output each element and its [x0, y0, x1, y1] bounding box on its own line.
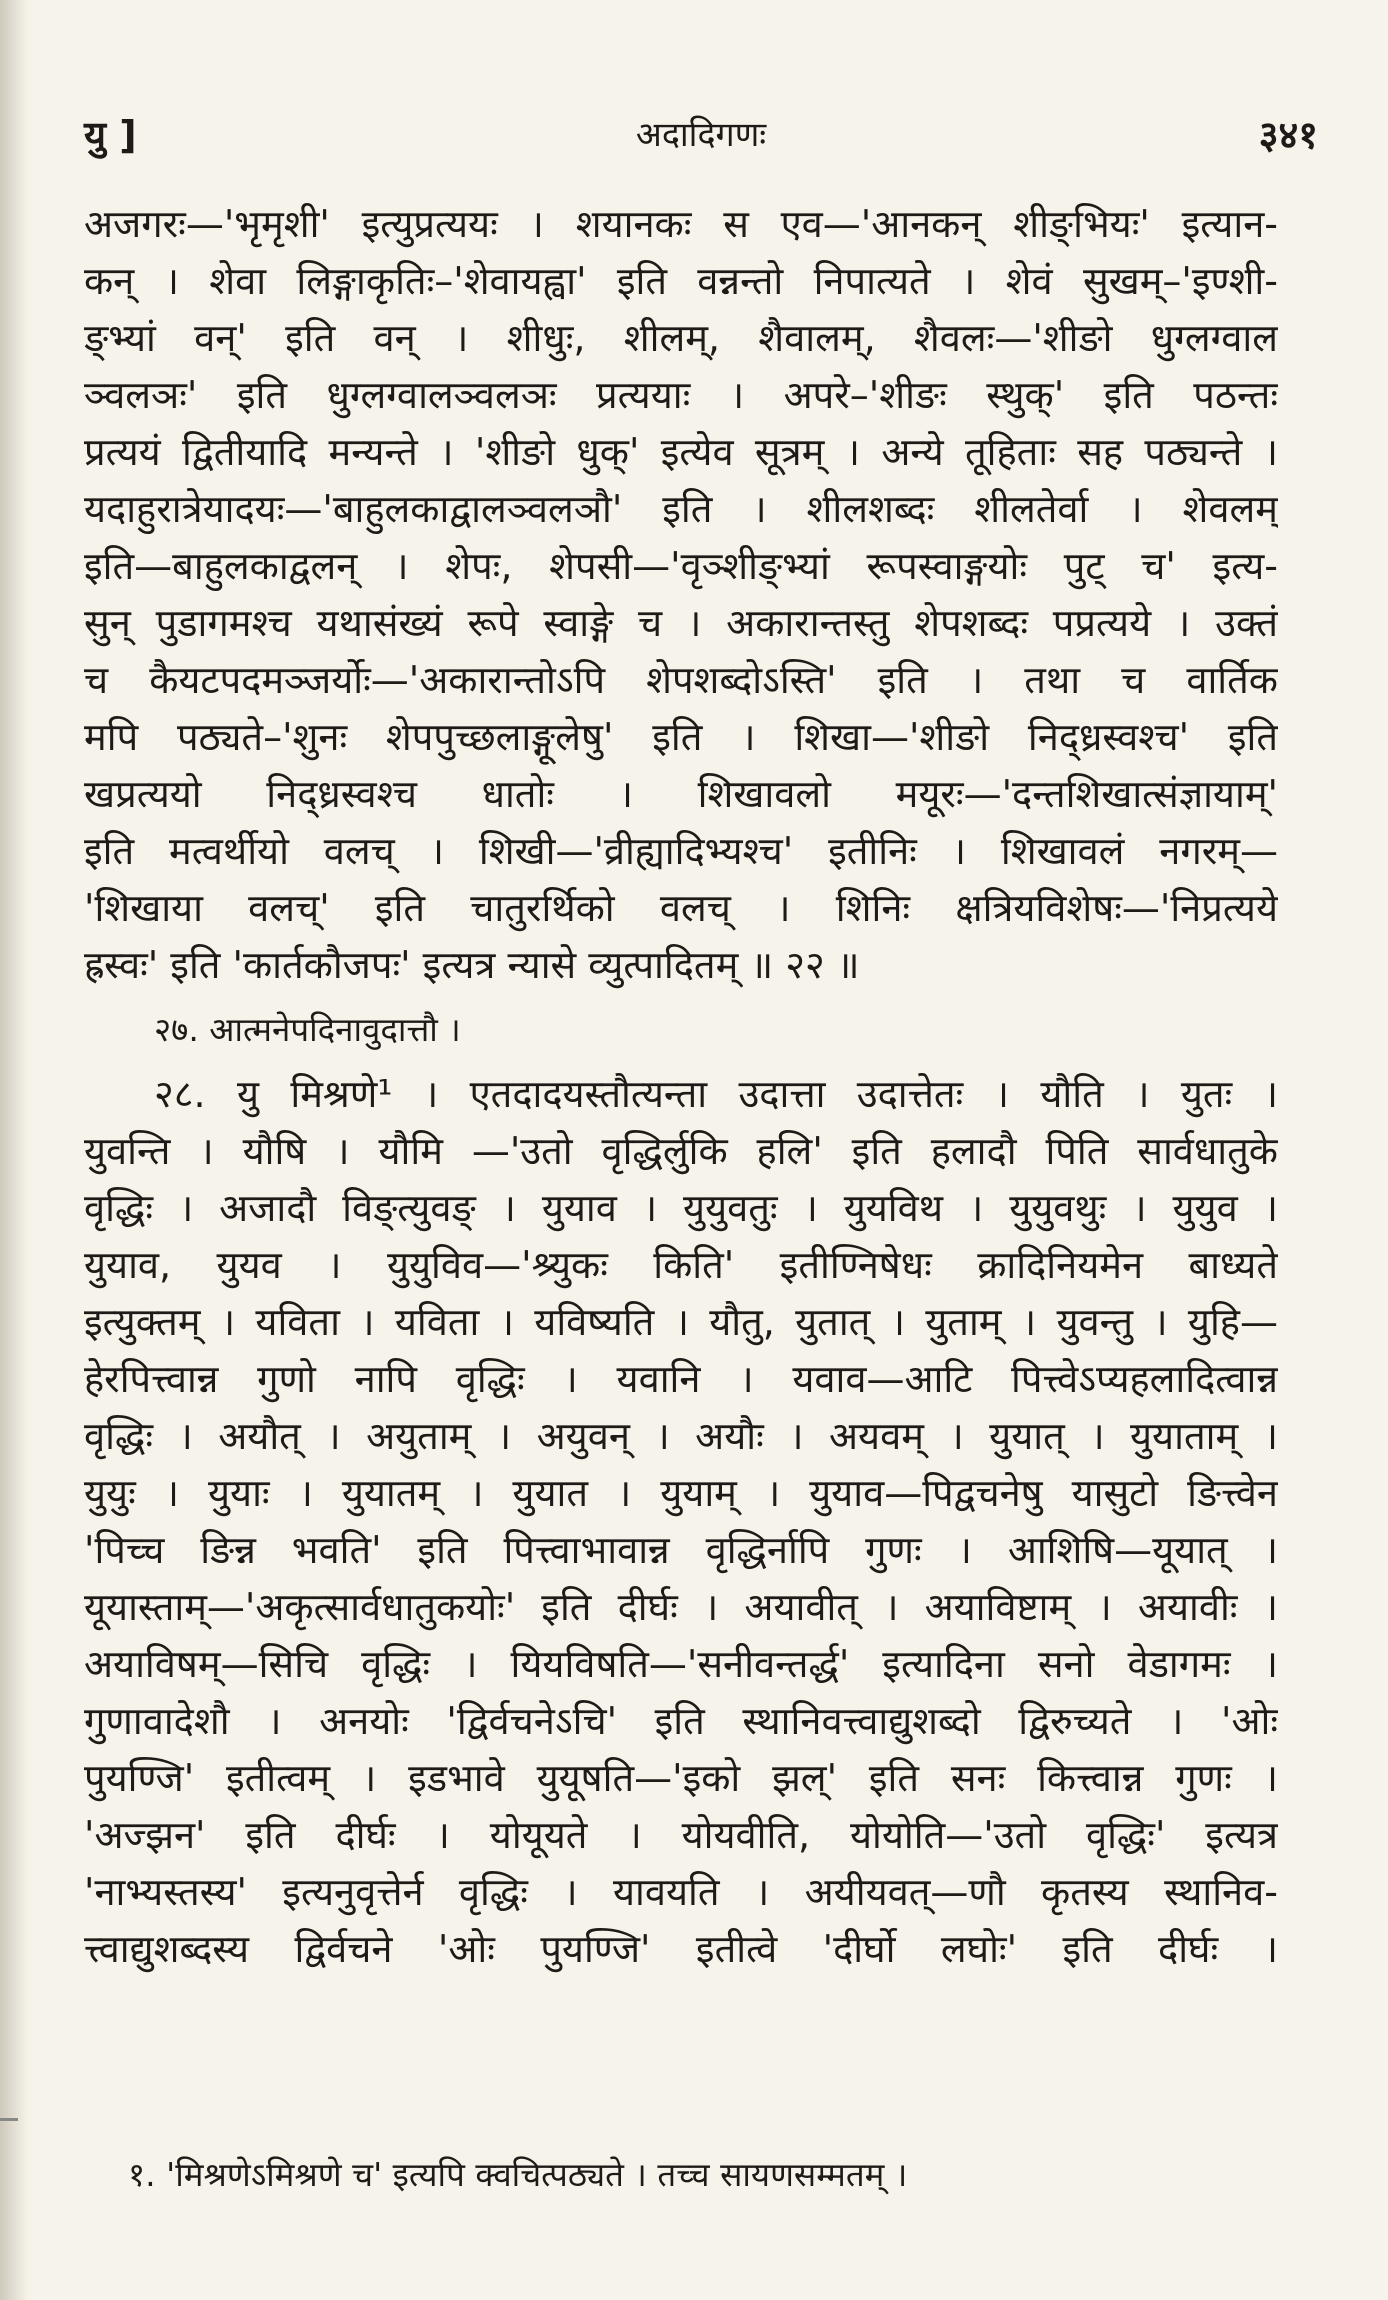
- text-line: च कैयटपदमञ्जर्योः—'अकारान्तोऽपि शेपशब्दोऽस्ति' इति । तथा च वार्तिक: [84, 658, 1278, 702]
- text-line: इति—बाहुलकाद्वलन् । शेपः, शेपसी—'वृञ्शीङ्भ्यां रूपस्वाङ्गयोः पुट् च' इत्य-: [84, 544, 1278, 588]
- text-line: 'पिच्च ङिन्न भवति' इति पित्त्वाभावान्न वृद्धिर्नापि गुणः । आशिषि—यूयात् ।: [84, 1528, 1278, 1572]
- text-line: पुयण्जि' इतीत्वम् । इडभावे युयूषति—'इको झल्' इति सनः कित्त्वान्न गुणः ।: [84, 1756, 1278, 1800]
- text-line: ङ्भ्यां वन्' इति वन् । शीधुः, शीलम्, शैवालम्, शैवलः—'शीङो धुग्लग्वाल: [84, 316, 1278, 360]
- text-line: हेरपित्त्वान्न गुणो नापि वृद्धिः । यवानि । यवाव—आटि पित्त्वेऽप्यहलादित्वान्न: [84, 1357, 1278, 1401]
- text-line: यदाहुरात्रेयादयः—'बाहुलकाद्वालञ्वलञौ' इति । शीलशब्दः शीलतेर्वा । शेवलम्: [84, 487, 1278, 531]
- text-line: इति मत्वर्थीयो वलच् । शिखी—'व्रीह्यादिभ्यश्च' इतीनिः । शिखावलं नगरम्—: [84, 829, 1278, 873]
- text-line: अजगरः—'भृमृशी' इत्युप्रत्ययः । शयानकः स एव—'आनकन् शीङ्भियः' इत्यान-: [84, 202, 1278, 246]
- footnote: १. 'मिश्रणेऽमिश्रणे च' इत्यपि क्वचित्पठ्यते । तच्च सायणसम्मतम् ।: [128, 2155, 908, 2194]
- footnote-rule: [0, 2118, 18, 2121]
- header-title: अदादिगणः: [635, 115, 767, 155]
- page-gutter-shadow: [0, 0, 28, 2300]
- text-line: युयाव, युयव । युयुविव—'श्र्युकः किति' इतीण्निषेधः क्रादिनियमेन बाध्यते: [84, 1243, 1278, 1287]
- text-line: अयाविषम्—सिचि वृद्धिः । यियविषति—'सनीवन्तर्द्ध' इत्यादिना सनो वेडागमः ।: [84, 1642, 1278, 1686]
- text-line: मपि पठ्यते–'शुनः शेपपुच्छलाङ्गूलेषु' इति । शिखा—'शीङो निद्ध्रस्वश्च' इति: [84, 715, 1278, 759]
- paragraph-sutra-28: [84, 1066, 1278, 1978]
- text-line: कन् । शेवा लिङ्गाकृतिः–'शेवायह्वा' इति वन्नन्तो निपात्यते । शेवं सुखम्–'इण्शी-: [84, 259, 1278, 303]
- text-line: सुन् पुडागमश्च यथासंख्यं रूपे स्वाङ्गे च । अकारान्तस्तु शेपशब्दः पप्रत्यये । उक्तं: [84, 601, 1278, 645]
- text-line: यूयास्ताम्—'अकृत्सार्वधातुकयोः' इति दीर्घः । अयावीत् । अयाविष्टाम् । अयावीः ।: [84, 1585, 1278, 1629]
- text-line: वृद्धिः । अजादौ विङ्त्युवङ् । युयाव । युयुवतुः । युयविथ । युयुवथुः । युयुव ।: [84, 1186, 1278, 1230]
- text-line: 'अज्झन' इति दीर्घः । योयूयते । योयवीति, योयोति—'उतो वृद्धिः' इत्यत्र: [84, 1813, 1278, 1857]
- text-line: खप्रत्ययो निद्ध्रस्वश्च धातोः । शिखावलो मयूरः—'दन्तशिखात्संज्ञायाम्': [84, 772, 1278, 816]
- text-line: 'शिखाया वलच्' इति चातुरर्थिको वलच् । शिनिः क्षत्रियविशेषः—'निप्रत्यये: [84, 886, 1278, 930]
- text-line: ञ्वलञः' इति धुग्लग्वालञ्वलञः प्रत्ययाः । अपरे–'शीङः स्थुक्' इति पठन्तः: [84, 373, 1278, 417]
- text-line: गुणावादेशौ । अनयोः 'द्विर्वचनेऽचि' इति स्थानिवत्त्वाद्युशब्दो द्विरुच्यते । 'ओः: [84, 1699, 1278, 1743]
- paragraph-continued: [84, 196, 1278, 994]
- text-line: ह्रस्वः' इति 'कार्तकौजपः' इत्यत्र न्यासे व्युत्पादितम् ॥ २२ ॥: [84, 943, 860, 987]
- text-line: वृद्धिः । अयौत् । अयुताम् । अयुवन् । अयौः । अयवम् । युयात् । युयाताम् ।: [84, 1414, 1278, 1458]
- text-line: २८. यु मिश्रणे¹ । एतदादयस्तौत्यन्ता उदात्ता उदात्तेतः । यौति । युतः ।: [154, 1072, 1278, 1116]
- text-line: त्त्वाद्युशब्दस्य द्विर्वचने 'ओः पुयण्जि' इतीत्वे 'दीर्घो लघोः' इति दीर्घः ।: [84, 1927, 1278, 1971]
- main-text: [84, 196, 1278, 1978]
- text-line: युवन्ति । यौषि । यौमि —'उतो वृद्धिर्लुकि हलि' इति हलादौ पिति सार्वधातुके: [84, 1129, 1278, 1173]
- header-left-label: यु ]: [84, 113, 137, 157]
- sutra-heading: २७. आत्मनेपदिनावुदात्तौ ।: [154, 1010, 461, 1049]
- text-line: युयुः । युयाः । युयातम् । युयात । युयाम् । युयाव—पिद्वचनेषु यासुटो ङित्त्वेन: [84, 1471, 1278, 1515]
- text-line: 'नाभ्यस्तस्य' इत्यनुवृत्तेर्न वृद्धिः । यावयति । अयीयवत्—णौ कृतस्य स्थानिव-: [84, 1870, 1278, 1914]
- text-line: इत्युक्तम् । यविता । यविता । यविष्यति । यौतु, युतात् । युताम् । युवन्तु । युहि—: [84, 1300, 1278, 1344]
- running-header: [84, 105, 1318, 165]
- page-number: ३४१: [1258, 113, 1318, 157]
- text-line: प्रत्ययं द्वितीयादि मन्यन्ते । 'शीङो धुक्' इत्येव सूत्रम् । अन्ये तूहिताः सह पठ्यन्ते ।: [84, 430, 1278, 474]
